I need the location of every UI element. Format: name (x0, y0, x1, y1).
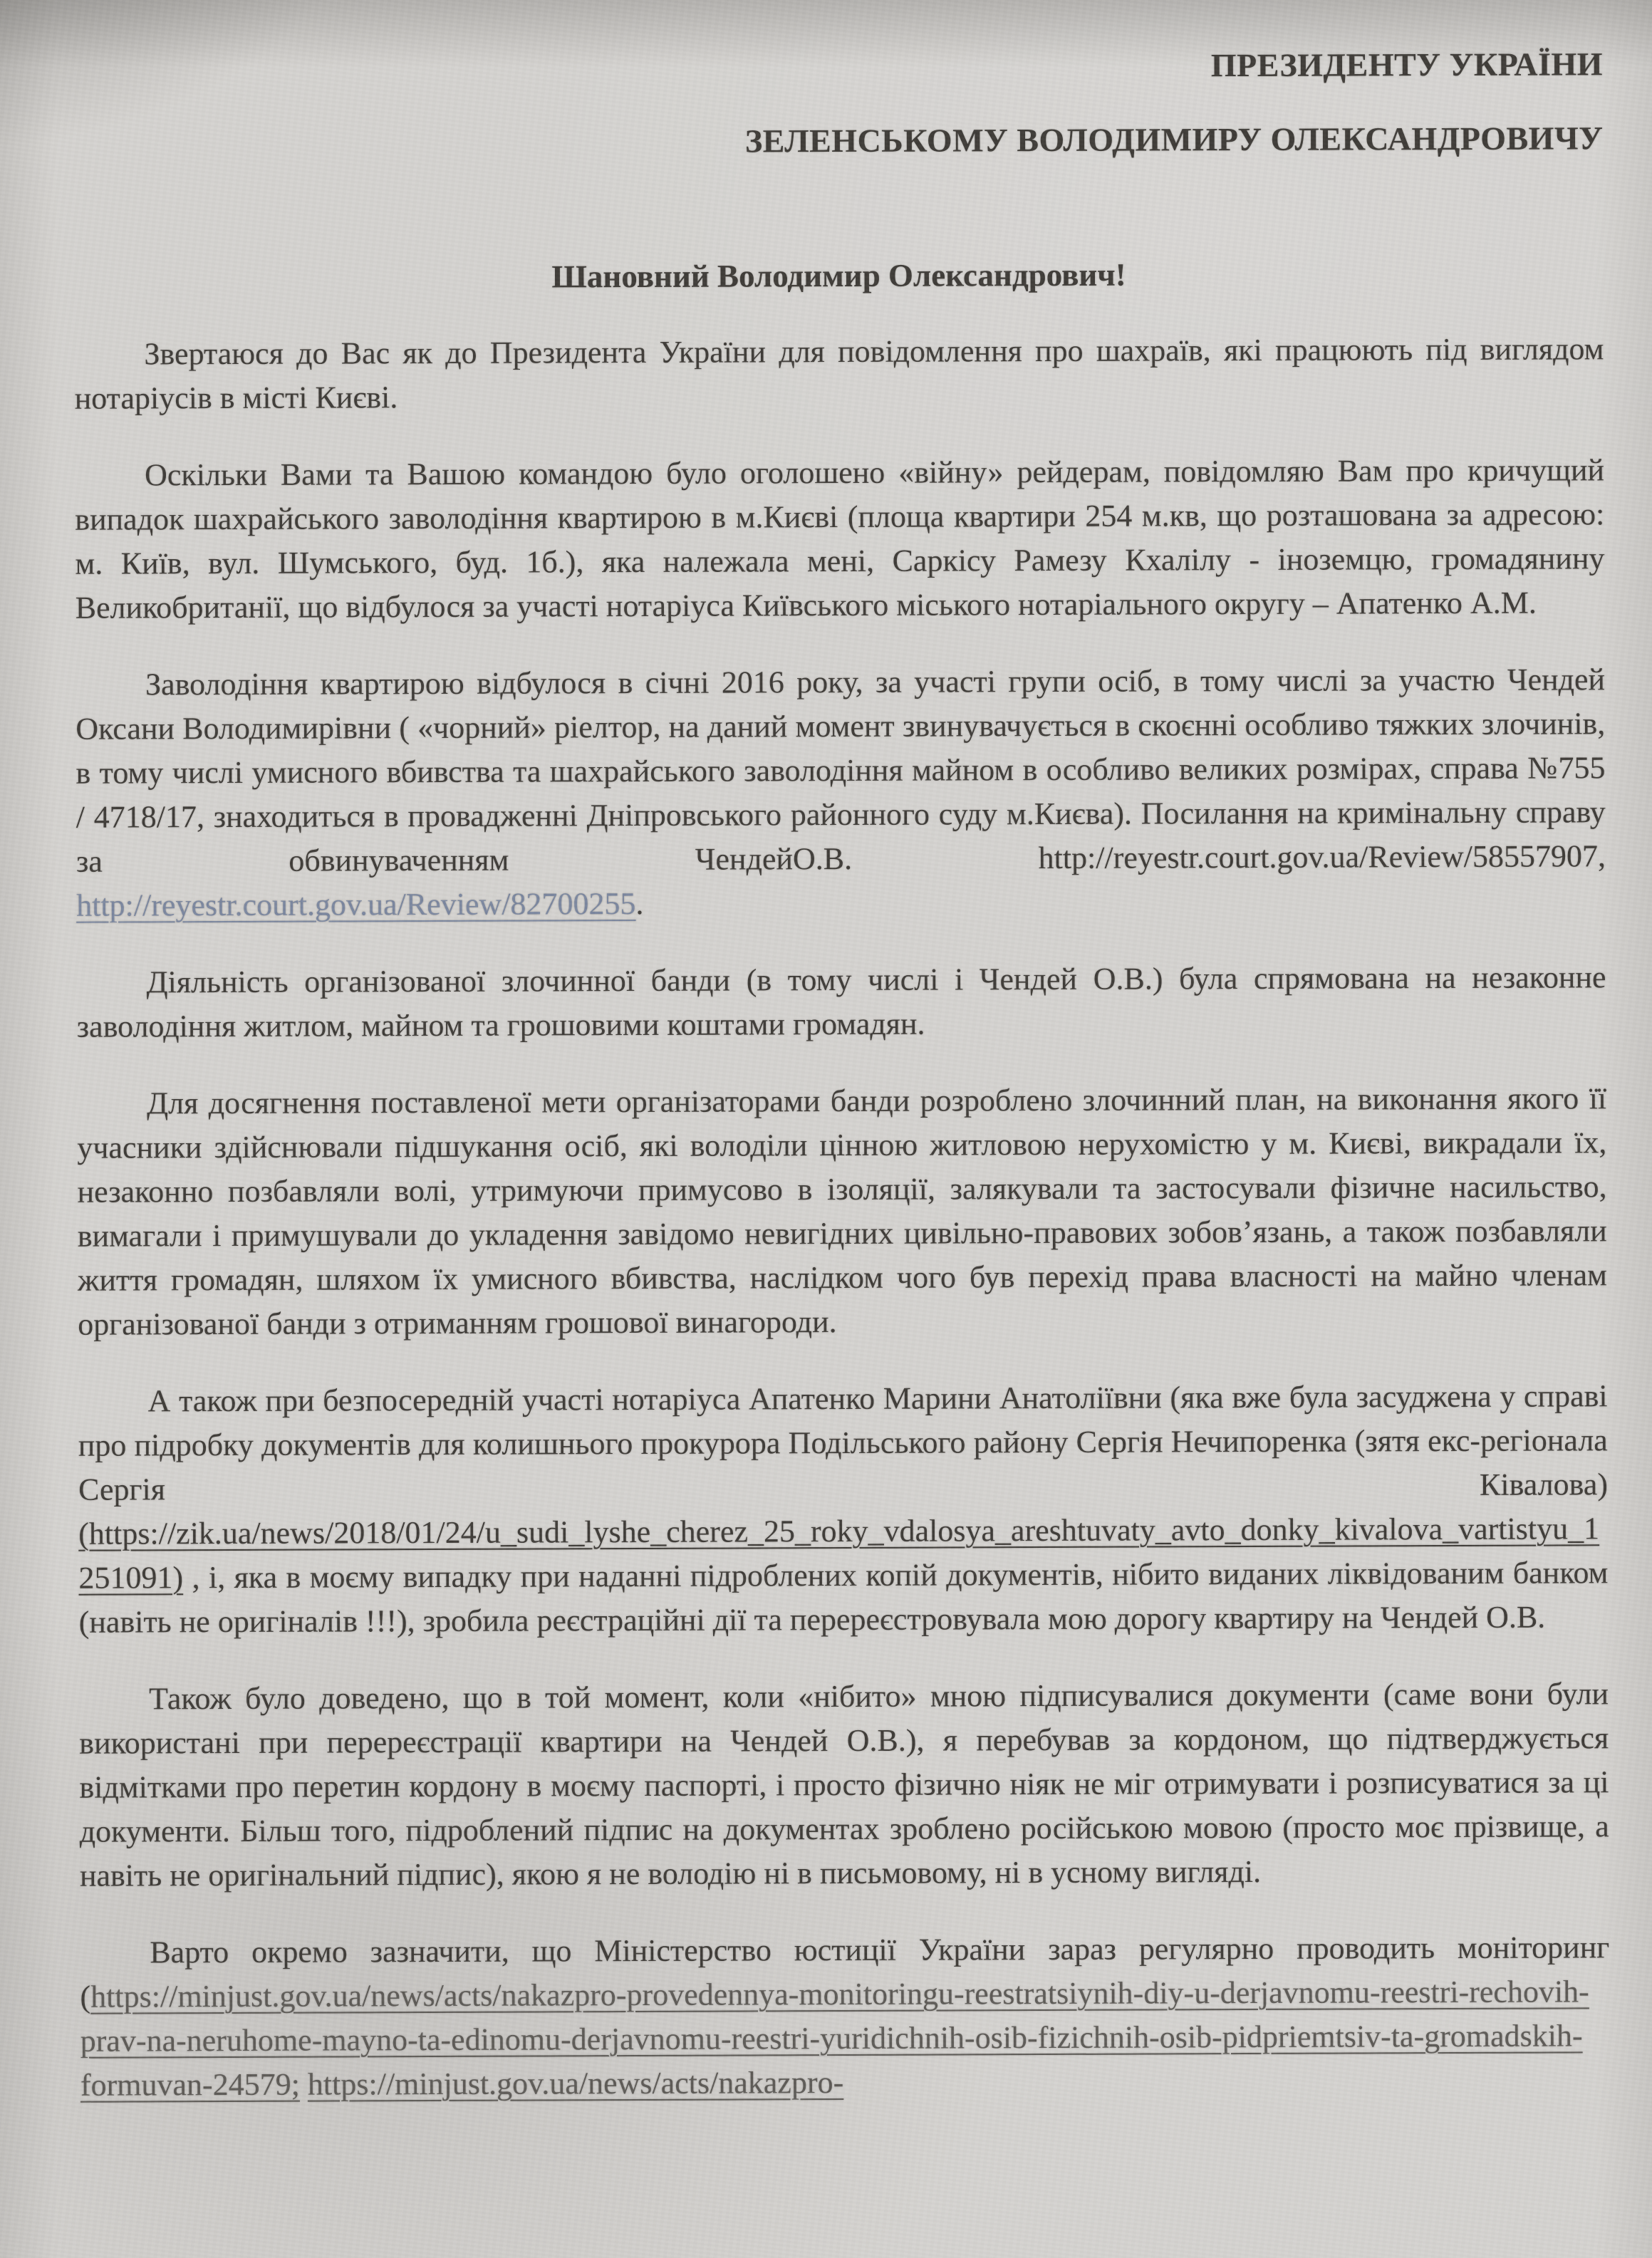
hyperlink[interactable]: (https://zik.ua/news/2018/01/24/u_sudi_lyshe_cherez_25_roky_vdalosya_areshtuvaty_avto_donky_kivalova_vartistyu_1251091) (78, 1510, 1600, 1596)
text-run: . (635, 885, 644, 921)
paragraph-2 (75, 448, 1605, 630)
paragraph-3 (76, 657, 1606, 927)
text-run: Оскільки Вами та Вашою командою було оголошено «війну» рейдерам, повідомляю Вам про кричущий випадок шахрайського заволодіння квартирою в м.Києві (площа квартири 254 м.кв, що розташована за адресою: м. Київ, вул. Шумського, буд. 1б.), яка належала мені, Саркісу Рамезу Кхалілу - іноземцю, громадянину Великобританії, що відбулося за участі нотаріуса Київського міського нотаріального округу – Апатенко А.М. (75, 452, 1605, 625)
paragraph-4 (76, 955, 1606, 1049)
text-run: Звертаюся до Вас як до Президента України для повідомлення про шахраїв, які працюють під виглядом нотаріусів в місті Києві. (74, 331, 1604, 416)
paragraph-5 (77, 1076, 1607, 1346)
recipient-line-2: ЗЕЛЕНСЬКОМУ ВОЛОДИМИРУ ОЛЕКСАНДРОВИЧУ (744, 120, 1604, 160)
text-run: Заволодіння квартирою відбулося в січні 2016 року, за участі групи осіб, в тому числі за участю Чендей Оксани Володимирівни ( «чорний» ріелтор, на даний момент звинувачується в скоєнні особливо тяжких злочинів, в тому числі умисного вбивства та шахрайського заволодіння майном в особливо великих розмірах, справа №755 / 4718/17, знаходиться в провадженні Дніпровського районного суду м.Києва). Посилання на кримінальну справу за обвинуваченням ЧендейО.В. (76, 661, 1606, 879)
hyperlink[interactable]: https://minjust.gov.ua/news/acts/nakazpro- (307, 2064, 844, 2102)
recipient-block (73, 47, 1604, 161)
hyperlink[interactable]: http://reyestr.court.gov.ua/Review/58557907 (1038, 838, 1599, 875)
paragraph-7 (79, 1672, 1609, 1898)
recipient-line-1: ПРЕЗИДЕНТУ УКРАЇНИ (1210, 46, 1604, 84)
text-run: Також було доведено, що в той момент, коли «нібито» мною підписувалися документи (саме вони були використані при перереєстрації квартири на Чендей О.В.), я перебував за кордоном, що підтверджується відмітками про перетин кордону в моєму паспорті, і просто фізично ніяк не міг отримувати і розписуватися за ці документи. Більш того, підроблений підпис на документах зроблено російською мовою (просто моє прізвище, а навіть не оригінальний підпис), якою я не володію ні в письмовому, ні в усному вигляді. (79, 1675, 1609, 1893)
paragraph-6 (78, 1374, 1608, 1644)
paragraph-1 (74, 327, 1604, 420)
paragraph-8 (80, 1925, 1610, 2107)
letter-body (74, 327, 1610, 2107)
hyperlink[interactable]: http://reyestr.court.gov.ua/Review/82700255 (76, 885, 636, 923)
text-run: , (1597, 838, 1606, 873)
text-run: Варто окремо зазначити, що Міністерство юстиції України зараз регулярно проводить моніторинг ( (80, 1929, 1610, 2014)
hyperlink[interactable]: https://minjust.gov.ua/news/acts/nakazpro-provedennya-monitoringu-reestratsiynih-diy-u-derjavnomu-reestri-rechovih-prav-na-neruhome-mayno-ta-edinomu-derjavnomu-reestri-yuridichnih-osib-fizichnih-osib-pidpriemtsiv-ta-gromadskih-formuvan-24579; (80, 1973, 1589, 2103)
text-run: , і, яка в моєму випадку при наданні підроблених копій документів, нібито виданих ліквідованим банком (навіть не оригіналів !!!), зробила реєстраційні дії та перереєстровувала мою дорогу квартиру на Чендей О.В. (78, 1554, 1609, 1640)
text-run: Діяльність організованої злочинної банди (в тому числі і Чендей О.В.) була спрямована на незаконне заволодіння житлом, майном та грошовими коштами громадян. (76, 959, 1606, 1044)
text-run: А також при безпосередній участі нотаріуса Апатенко Марини Анатоліївни (яка вже була засуджена у справі про підробку документів для колишнього прокурора Подільського району Сергія Нечипоренка (зятя екс-регіонала Сергія Ківалова) (78, 1378, 1609, 1507)
text-run: Для досягнення поставленої мети організаторами банди розроблено злочинний план, на виконання якого її учасники здійснювали підшукання осіб, які володіли цінною житловою нерухомістю у м. Києві, викрадали їх, незаконно позбавляли волі, утримуючи примусово в ізоляції, залякували та застосували фізичне насильство, вимагали і примушували до укладення завідомо невигідних цивільно-правових зобов’язань, а також позбавляли життя громадян, шляхом їх умисного вбивства, наслідком чого був перехід права власності на майно членам організованої банди з отриманням грошової винагороди. (77, 1080, 1608, 1342)
text-run (300, 2066, 308, 2101)
salutation: Шановний Володимир Олександрович! (551, 256, 1126, 295)
letter-page (73, 47, 1610, 2107)
